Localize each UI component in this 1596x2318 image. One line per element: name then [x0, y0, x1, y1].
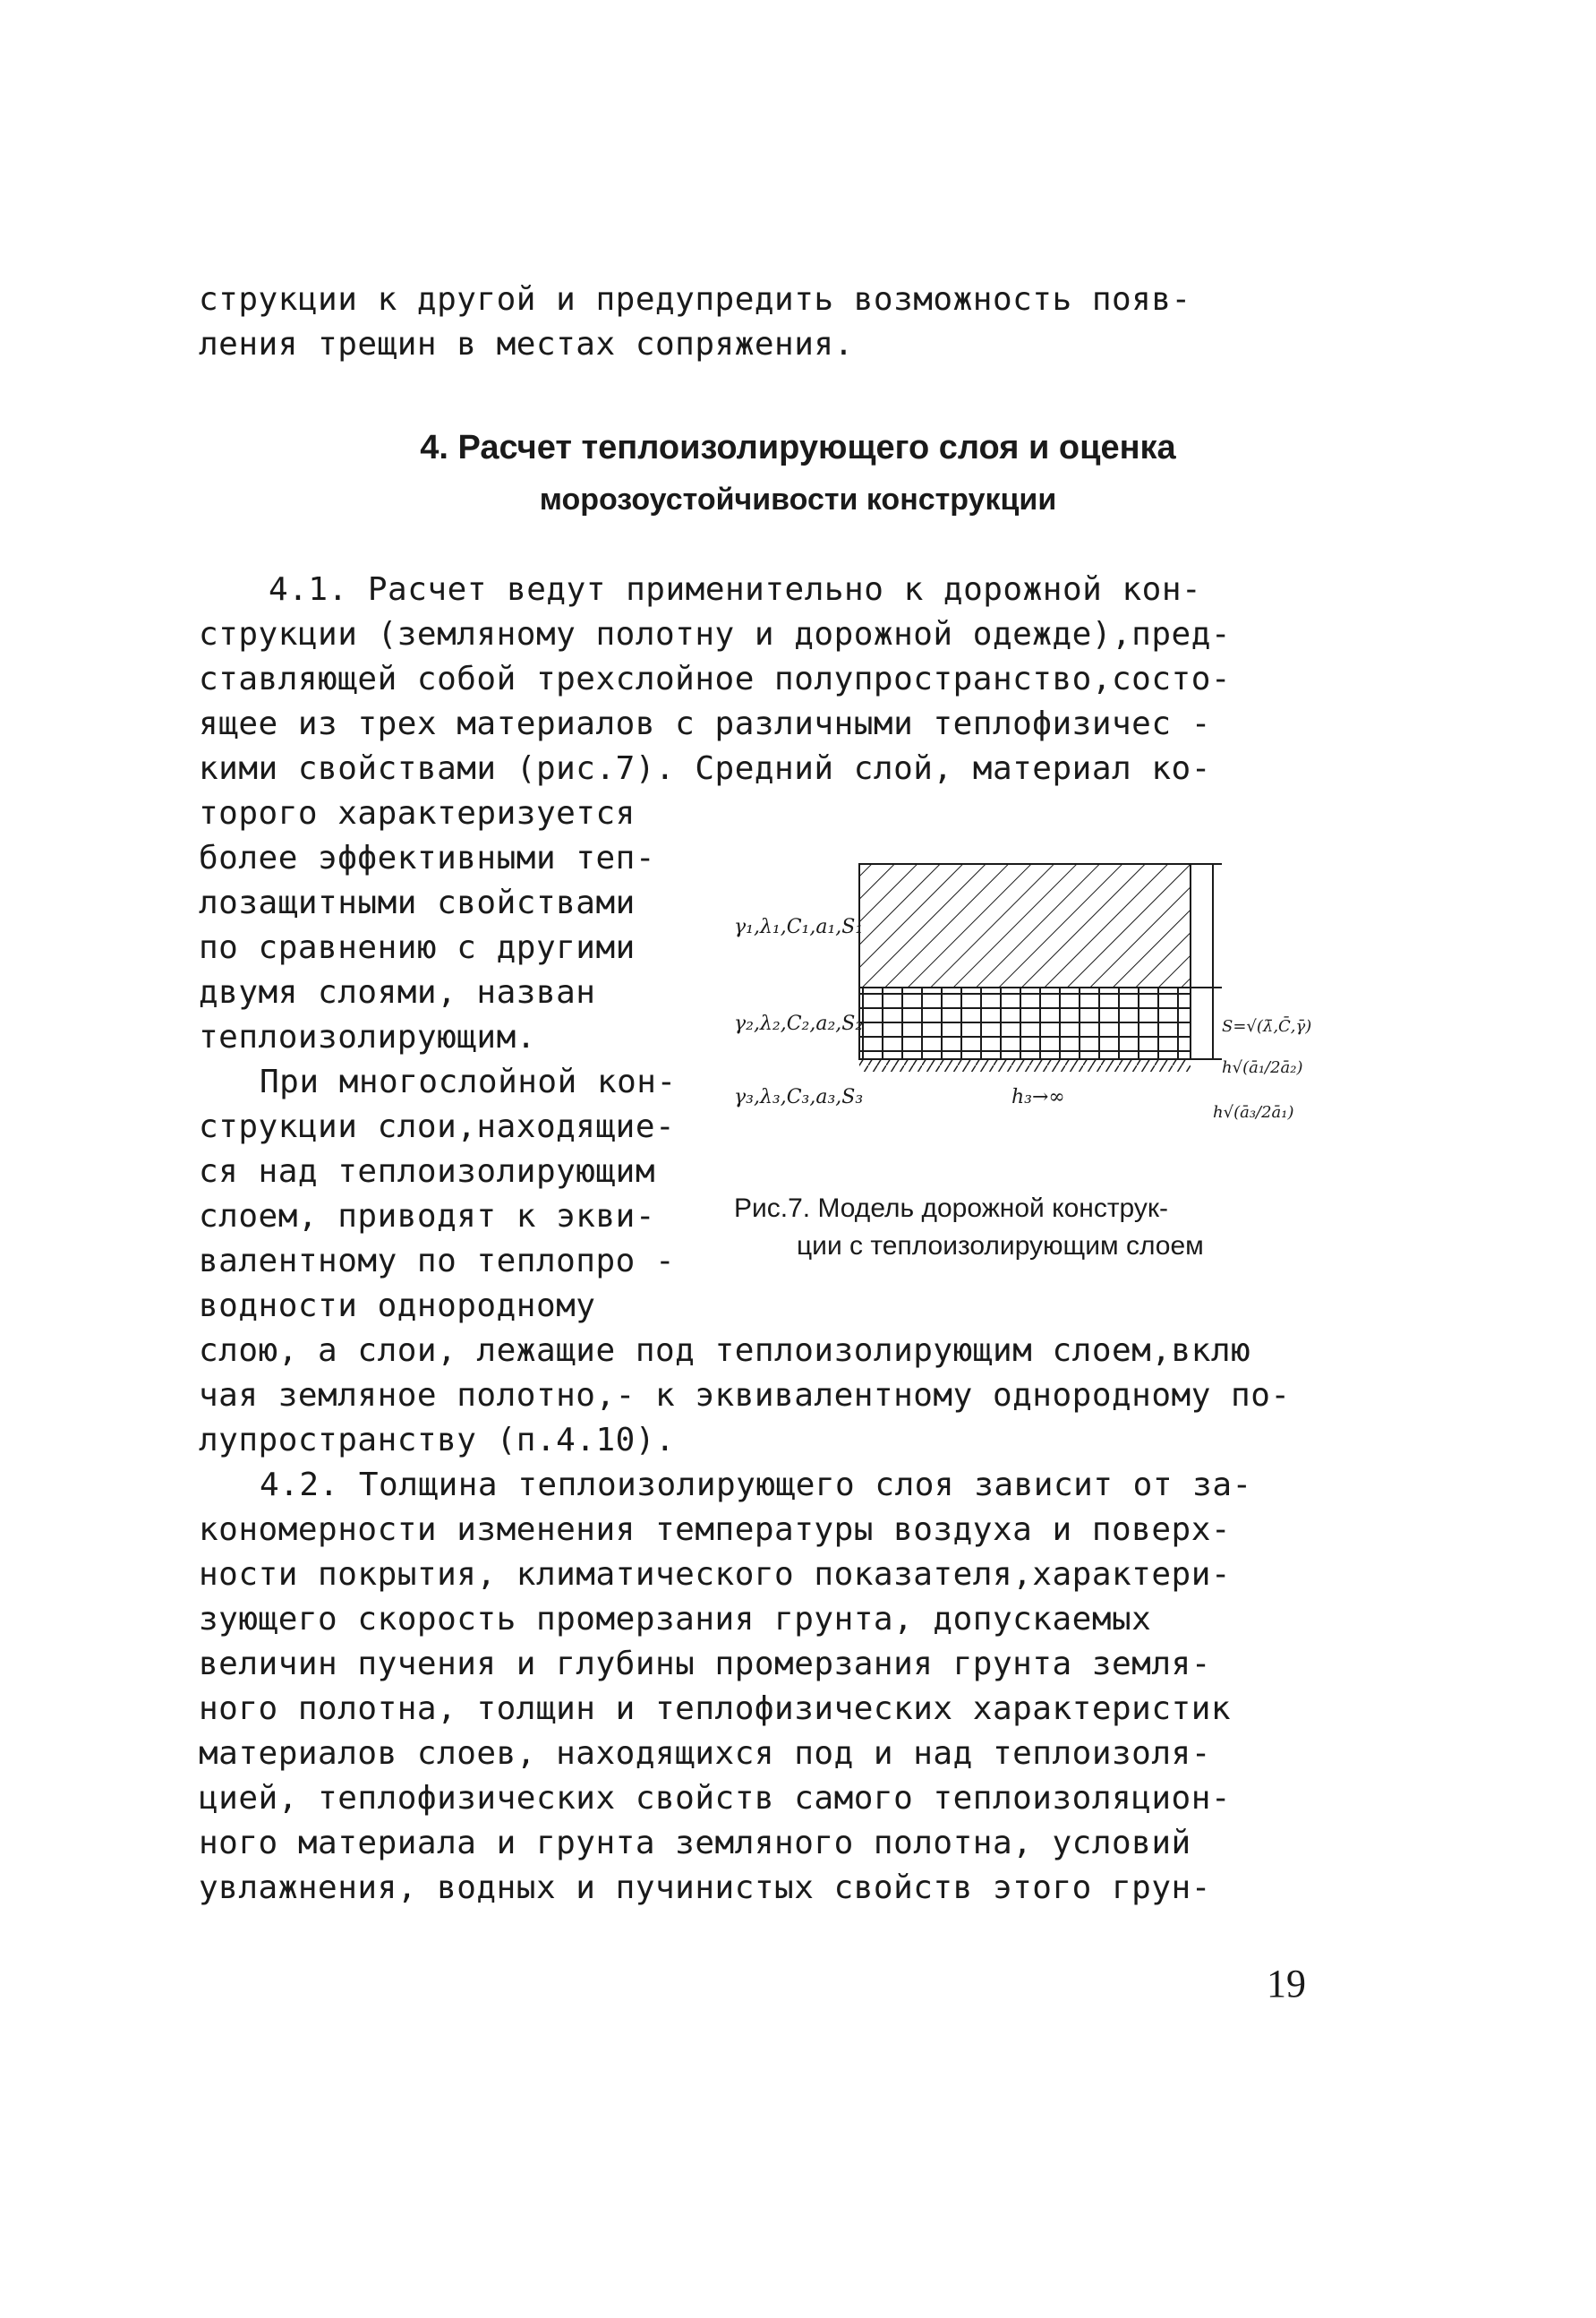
- para41-line-4: ящее из трех материалов с различными теплофизичес -: [199, 706, 1211, 742]
- para42-line-1: 4.2. Толщина теплоизолирующего слоя зависит от за-: [260, 1467, 1252, 1503]
- wrap-line-7: При многослойной кон-: [260, 1064, 677, 1100]
- cont-line-1: слою, а слои, лежащие под теплоизолирующим слоем,вклю: [199, 1332, 1251, 1369]
- para41-line-1: 4.1. Расчет ведут применительно к дорожной кон-: [269, 571, 1202, 608]
- layer1-rect: [859, 864, 1191, 988]
- wrap-line-9: ся над теплоизолирующим: [199, 1153, 655, 1190]
- dim-label-1: S=√(λ̄,C̄,γ̄): [1222, 1017, 1312, 1036]
- para41-line-5: кими свойствами (рис.7). Средний слой, материал ко-: [199, 750, 1211, 787]
- wrap-line-12: водности однородному: [199, 1287, 596, 1324]
- para41-line-3: ставляющей собой трехслойное полупространство,состо-: [199, 661, 1232, 697]
- wrap-line-2: более эффективными теп-: [199, 840, 655, 877]
- para42-line-2: кономерности изменения температуры воздуха и поверх-: [199, 1511, 1232, 1548]
- h3-label: h₃→∞: [1011, 1086, 1065, 1108]
- layer3-label: γ₃,λ₃,C₃,a₃,S₃: [734, 1086, 864, 1108]
- para42-line-10: увлажнения, водных и пучинистых свойств этого грун-: [199, 1869, 1211, 1906]
- para42-line-3: ности покрытия, климатического показателя,характери-: [199, 1556, 1232, 1593]
- layer1-label: γ₁,λ₁,C₁,a₁,S₁: [734, 916, 864, 938]
- section-heading-line-1: 4. Расчет теплоизолирующего слоя и оценка: [420, 429, 1176, 466]
- dim-label-2: h√(ā₁/2ā₂): [1222, 1058, 1303, 1077]
- section-heading-line-2: морозоустойчивости конструкции: [539, 483, 1057, 517]
- cont-line-2: чая земляное полотно,- к эквивалентному однородному по-: [199, 1377, 1291, 1414]
- para42-line-8: цией, теплофизических свойств самого теплоизоляцион-: [199, 1780, 1232, 1817]
- road-structure-figure: [725, 851, 1312, 1146]
- para42-line-9: ного материала и грунта земляного полотна, условий: [199, 1825, 1191, 1861]
- wrap-line-1: торого характеризуется: [199, 795, 636, 832]
- wrap-line-8: струкции слои,находящие-: [199, 1108, 676, 1145]
- figure-caption-line-1: Рис.7. Модель дорожной конструк-: [734, 1193, 1169, 1223]
- para41-line-2: струкции (земляному полотну и дорожной одежде),пред-: [199, 616, 1232, 653]
- ground-strip: [859, 1059, 1191, 1072]
- para42-line-4: зующего скорость промерзания грунта, допускаемых: [199, 1601, 1152, 1638]
- para42-line-7: материалов слоев, находящихся под и над теплоизоля-: [199, 1735, 1211, 1772]
- para42-line-6: ного полотна, толщин и теплофизических характеристик: [199, 1690, 1232, 1727]
- figure-caption-line-2: ции с теплоизолирующим слоем: [797, 1231, 1204, 1261]
- wrap-line-5: двумя слоями, назван: [199, 974, 596, 1011]
- intro-line-1: струкции к другой и предупредить возможность появ-: [199, 281, 1191, 318]
- dim-label-3: h√(ā₃/2ā₁): [1213, 1103, 1294, 1122]
- intro-line-2: ления трещин в местах сопряжения.: [199, 326, 854, 363]
- wrap-line-6: теплоизолирующим.: [199, 1019, 536, 1056]
- wrap-line-10: слоем, приводят к экви-: [199, 1198, 655, 1235]
- wrap-line-4: по сравнению с другими: [199, 929, 636, 966]
- para42-line-5: величин пучения и глубины промерзания грунта земля-: [199, 1646, 1211, 1682]
- layer2-rect: [859, 988, 1191, 1059]
- wrap-line-3: лозащитными свойствами: [199, 885, 636, 921]
- page-number: 19: [1267, 1962, 1306, 2006]
- wrap-line-11: валентному по теплопро -: [199, 1243, 676, 1279]
- cont-line-3: лупространству (п.4.10).: [199, 1422, 676, 1458]
- layer2-label: γ₂,λ₂,C₂,a₂,S₂: [734, 1013, 864, 1035]
